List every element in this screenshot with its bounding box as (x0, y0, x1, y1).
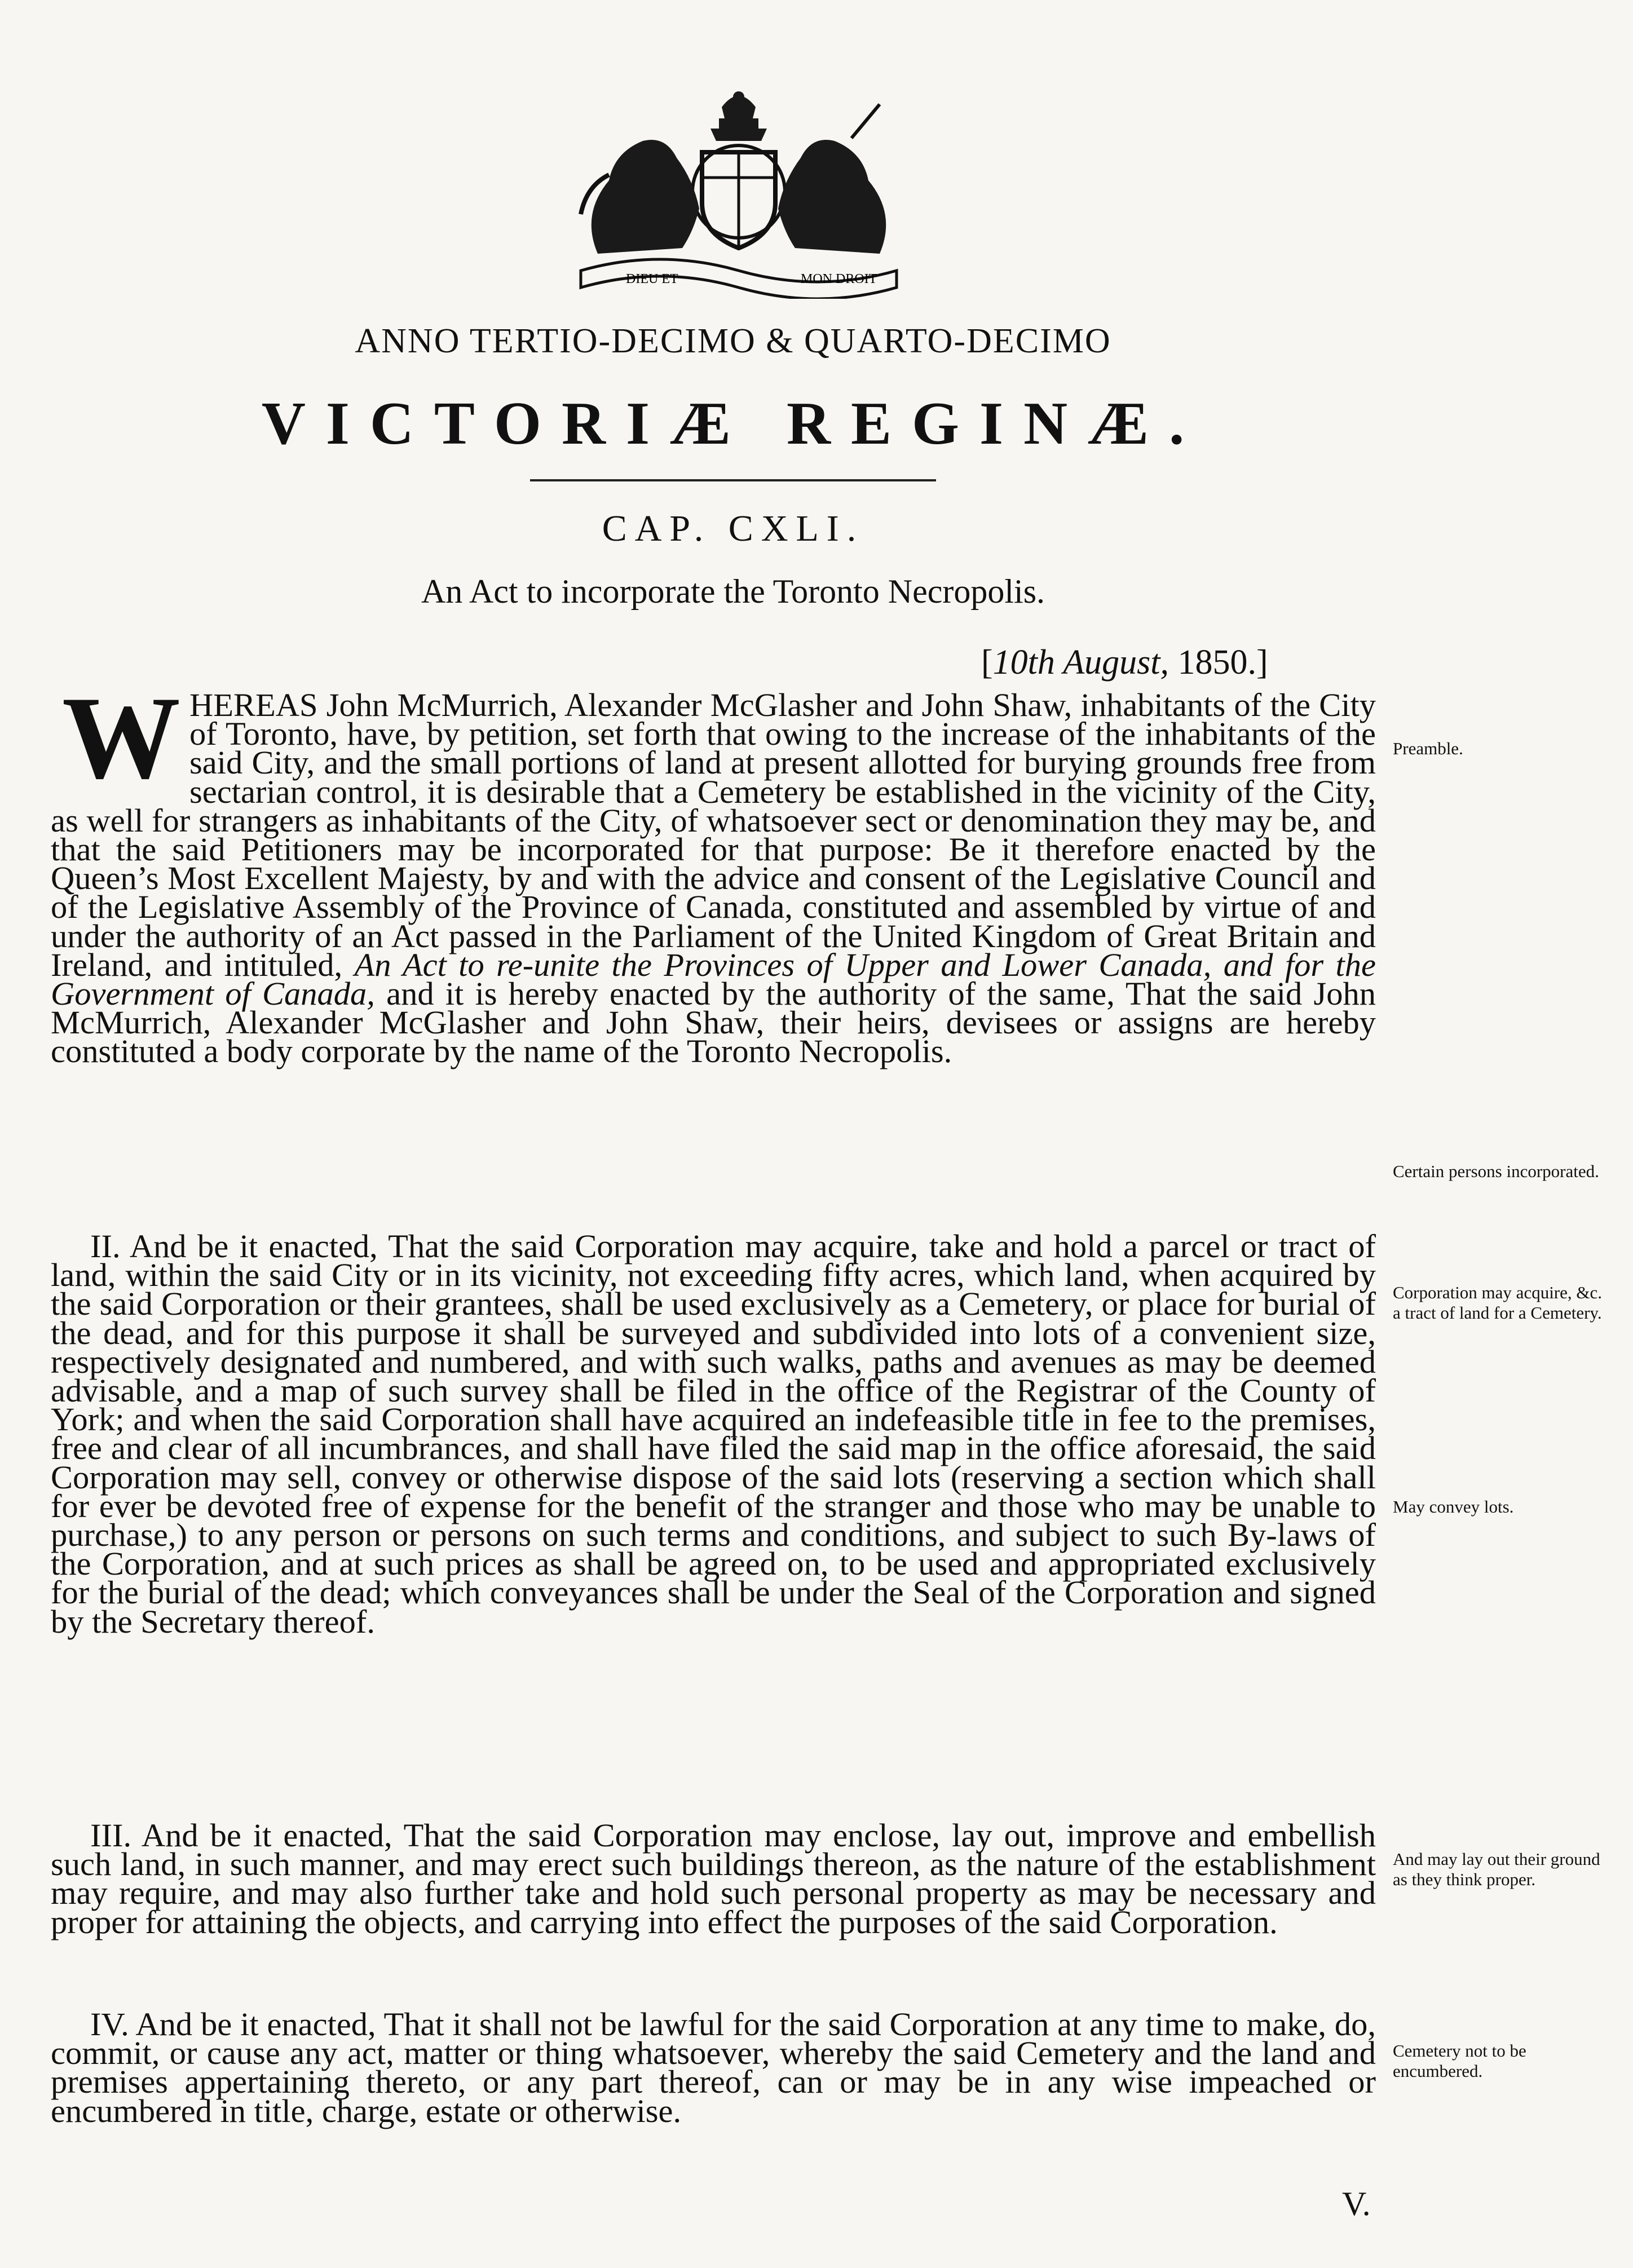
section-4-paragraph: IV. And be it enacted, That it shall not be lawful for the said Corporation at any time to make, do, commit, or cause any act, matter or thing whatsoever, whereby the said Cemetery and the land and premises appertaining thereto, or any part thereof, can or may be in any wise impeached or encumbered in title, charge, estate or otherwise. (51, 2006, 1376, 2129)
margin-note-convey: May convey lots. (1393, 1497, 1514, 1517)
royal-coat-of-arms-icon (558, 85, 919, 299)
margin-note-acquire: Corporation may acquire, &c. a tract of land for a Cemetery. (1393, 1283, 1603, 1323)
preamble-paragraph (51, 673, 1376, 1070)
preamble-text-a: HEREAS John McMurrich, Alexander McGlasher and John Shaw, inhabitants of the City of Toronto, have, by petition, set forth that owing to the increase of the inhabitants of the said City, and the small portions of land at present allotted for burying grounds free from sectarian control, it is desirable that a Cemetery be established in the vicinity of the City, as well for strangers as inhabitants of the City, of whatsoever sect or denomination they may be, and that the said Petitioners may be incorporated for that purpose: Be it therefore enacted by the Queen’s Most Excellent Majesty, by and with the advice and consent of the Legislative Council and of the Legislative Assembly of the Province of Canada, constituted and assembled by virtue of and under the authority of an Act passed in the Parliament of the United Kingdom of Great Britain and Ireland, and intituled, (51, 687, 1376, 983)
anno-heading: ANNO TERTIO-DECIMO & QUARTO-DECIMO (355, 322, 1111, 360)
date-day-month: 10th August, (992, 643, 1169, 682)
date-year: 1850.] (1169, 643, 1268, 682)
assent-date (981, 643, 1268, 683)
margin-note-layout: And may lay out their ground as they think proper. (1393, 1849, 1600, 1889)
preamble-act-citation: An Act to re-unite the Provinces of Upper and Lower Canada, and for the Government of Canada, (51, 946, 1376, 1013)
victoriae-reginae-heading: VICTORIÆ REGINÆ. (261, 390, 1205, 457)
date-bracket: [ (981, 643, 993, 682)
preamble-text-b: and it is hereby enacted by the authority of the same, That the said John McMurrich, Alexander McGlasher and John Shaw, their heirs, devisees or assigns are hereby constituted a body corporate by the name of the Toronto Necropolis. (51, 975, 1376, 1070)
margin-note-preamble: Preamble. (1393, 739, 1463, 758)
section-2-paragraph: II. And be it enacted, That the said Corporation may acquire, take and hold a parcel or tract of land, within the said City or in its vicinity, not exceeding fifty acres, which land, when acquired by the said Corporation or their grantees, shall be used exclusively as a Cemetery, or place for burial of the dead, and for this purpose it shall be surveyed and subdivided into lots of a convenient size, respectively designated and numbered, and with such walks, paths and avenues as may be deemed advisable, and a map of such survey shall be filed in the office of the Registrar of the County of York; and when the said Corporation shall have acquired an indefeasible title in fee to the premises, free and clear of all incumbrances, and shall have filed the said map in the office aforesaid, the said Corporation may sell, convey or otherwise dispose of the said lots (reserving a section which shall for ever be devoted free of expense for the benefit of the stranger and those who may be unable to purchase,) to any person or persons on such terms and conditions, and subject to such By-laws of the Corporation, and at such prices as shall be agreed on, to be used and appropriated exclusively for the burial of the dead; which conveyances shall be under the Seal of the Corporation and signed by the Secretary thereof. (51, 1228, 1376, 1640)
heading-rule (530, 479, 936, 481)
motto-right: MON DROIT (801, 272, 877, 286)
drop-cap-initial: W (62, 673, 180, 803)
act-title: An Act to incorporate the Toronto Necropolis. (421, 573, 1045, 610)
section-3-paragraph: III. And be it enacted, That the said Corporation may enclose, lay out, improve and embellish such land, in such manner, and may erect such buildings thereon, as the nature of the establishment may require, and may also further take and hold such personal property as may be necessary and proper for attaining the objects, and carrying into effect the purposes of the said Corporation. (51, 1817, 1376, 1940)
margin-note-incorporated: Certain persons incorporated. (1393, 1161, 1599, 1181)
chapter-number: CAP. CXLI. (602, 508, 864, 549)
margin-note-encumbered: Cemetery not to be encumbered. (1393, 2041, 1526, 2081)
catchword: V. (1342, 2185, 1371, 2222)
motto-left: DIEU ET (626, 272, 678, 286)
